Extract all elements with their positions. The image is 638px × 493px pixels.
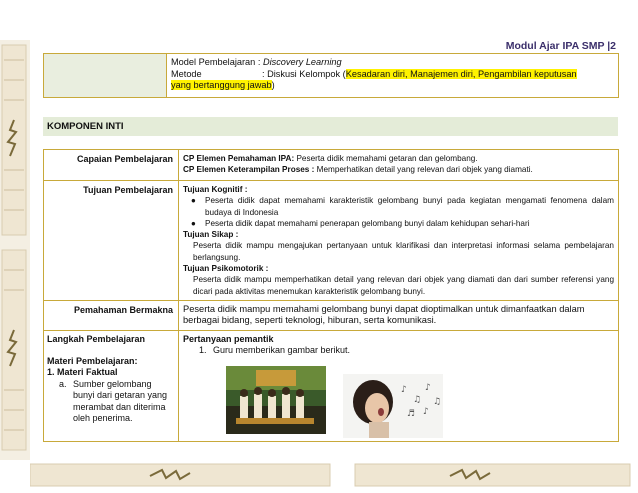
- tujuan-content: [179, 181, 619, 301]
- kognitif-title: Tujuan Kognitif :: [183, 185, 248, 194]
- model-prefix: Model Pembelajaran :: [171, 57, 263, 67]
- svg-text:♪: ♪: [423, 407, 429, 417]
- pemahaman-label: Pemahaman Bermakna: [44, 300, 179, 330]
- sub-letter: a.: [59, 378, 67, 389]
- capaian-content: [179, 150, 619, 181]
- section-title-komponen-inti: KOMPONEN INTI: [43, 117, 618, 136]
- capaian-row: [44, 150, 619, 181]
- svg-text:♪: ♪: [401, 385, 407, 395]
- sikap-title: Tujuan Sikap :: [183, 230, 239, 240]
- materi-faktual-text: Sumber gelombang bunyi dari getaran yang merambat dan diterima oleh penerima.: [73, 378, 168, 423]
- module-header-label: Modul Ajar IPA SMP |2: [505, 40, 616, 52]
- bullet-icon: ●: [191, 218, 196, 228]
- model-method-content: [167, 54, 618, 97]
- cp-keterampilan-text: Memperhatikan detail yang relevan dari objek yang diamati.: [314, 165, 533, 175]
- model-method-table: [43, 53, 619, 98]
- svg-text:♫: ♫: [433, 397, 442, 407]
- materi-faktual: 1. Materi Faktual: [47, 367, 118, 378]
- kognitif-item-1: Peserta didik dapat memahami karakteristik gelombang bunyi pada kegiatan mengamati fenomena dalam budaya di Indonesia: [205, 196, 614, 217]
- method-close: ): [271, 80, 275, 90]
- method-highlight-a: Kesadaran diri, Manajemen diri, Pengambilan keputusan: [345, 68, 577, 79]
- cp-keterampilan-label: CP Elemen Keterampilan Proses :: [183, 165, 315, 175]
- kognitif-item-2: Peserta didik dapat memahami penerapan gelombang bunyi dalam kehidupan sehari-hari: [205, 218, 530, 228]
- sikap-text: Peserta didik mampu mengajukan pertanyaan untuk klarifikasi dan interpretasi informasi selama pembelajaran berlangsung.: [193, 241, 614, 262]
- method-highlight-b: yang bertanggung jawab: [171, 80, 272, 90]
- materi-title: Materi Pembelajaran:: [47, 355, 138, 366]
- komponen-inti-table: [43, 149, 619, 442]
- list-item: [183, 195, 614, 218]
- svg-text:♪: ♪: [425, 383, 431, 393]
- decorative-left-border: [0, 40, 30, 460]
- traditional-music-ensemble-image: [226, 366, 326, 434]
- tujuan-row: [44, 181, 619, 301]
- tujuan-label: Tujuan Pembelajaran: [44, 181, 179, 301]
- langkah-content-left: [44, 330, 179, 441]
- pemantik-text: Guru memberikan gambar berikut.: [213, 344, 351, 355]
- decorative-bottom-border: [30, 462, 638, 493]
- method-sep: : Diskusi Kelompok (: [262, 68, 346, 79]
- model-method-label-cell: [44, 54, 167, 97]
- psikomotorik-title: Tujuan Psikomotorik :: [183, 264, 269, 274]
- capaian-label: Capaian Pembelajaran: [44, 150, 179, 181]
- langkah-row: [44, 330, 619, 441]
- cp-pemahaman-text: Peserta didik memahami getaran dan gelombang.: [294, 154, 478, 163]
- psikomotorik-text: Peserta didik mampu memperhatikan detail yang relevan dari objek yang diamati dan dari sumber referensi yang dicari pada aktivitas menemukan karakteristik gelombang bunyi.: [193, 275, 614, 296]
- pemantik-number: 1.: [199, 344, 207, 355]
- pemantik-title: Pertanyaan pemantik: [183, 333, 274, 344]
- model-value: Discovery Learning: [262, 57, 342, 67]
- svg-text:♫: ♫: [413, 395, 422, 405]
- method-prefix: Metode: [171, 68, 202, 79]
- cp-pemahaman-label: CP Elemen Pemahaman IPA:: [183, 154, 295, 163]
- list-item: [183, 218, 614, 229]
- svg-text:♬: ♬: [407, 409, 416, 419]
- pemahaman-text: Peserta didik mampu memahami gelombang bunyi dapat dioptimalkan untuk dimanfaatkan dalam berbagai bidang, seperti teknologi, hiburan, serta komunikasi.: [179, 300, 619, 330]
- langkah-title: Langkah Pembelajaran: [47, 333, 146, 344]
- bullet-icon: ●: [191, 196, 196, 206]
- singer-with-music-notes-image: [343, 374, 443, 438]
- pemahaman-row: [44, 300, 619, 330]
